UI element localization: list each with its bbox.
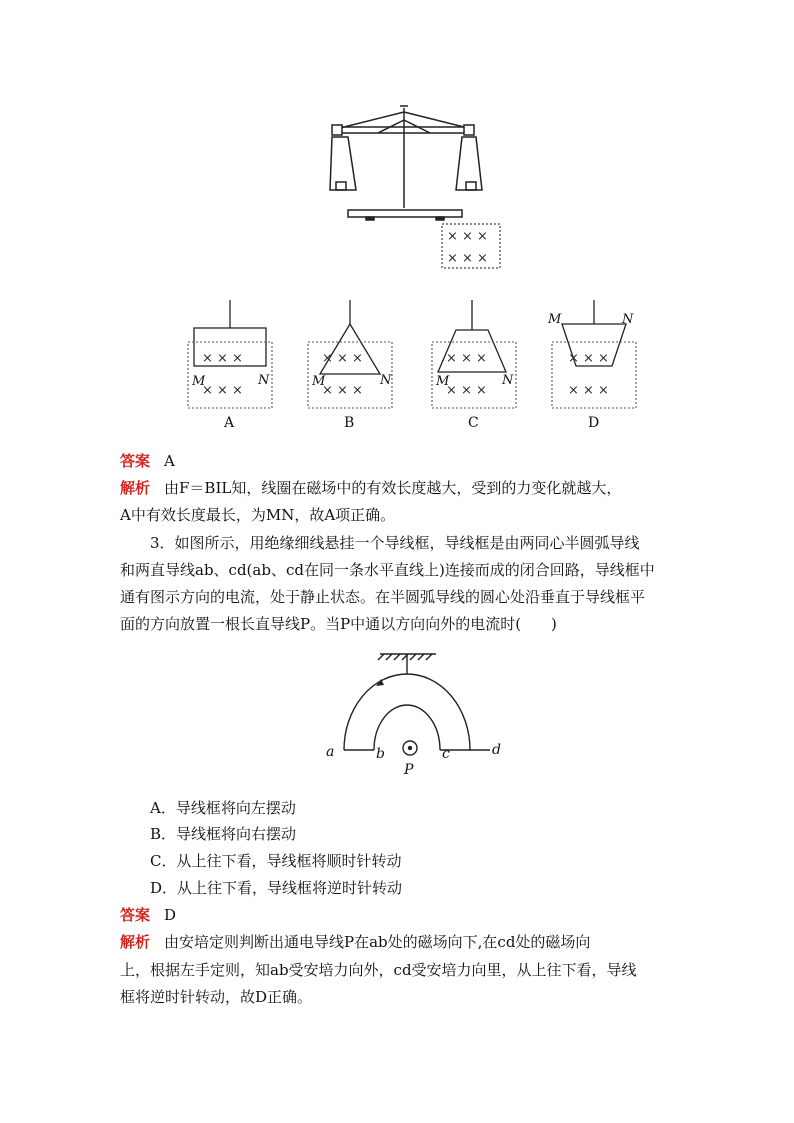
label-n: N — [622, 312, 634, 327]
label-p: P — [404, 762, 414, 778]
label-d: d — [492, 742, 501, 758]
option-b-label: B — [344, 415, 355, 431]
balance-figure — [318, 100, 506, 275]
label-m: M — [312, 374, 326, 389]
q3-stem-line-4: 面的方向放置一根长直导线P。当P中通以方向向外的电流时( ) — [120, 615, 557, 633]
svg-text:× × ×: × × × — [447, 229, 488, 244]
semicircle-loop-figure — [318, 648, 508, 782]
label-m: M — [192, 374, 206, 389]
q3-analysis-line-1: 解析 由安培定则判断出通电导线P在ab处的磁场向下,在cd处的磁场向 — [120, 933, 591, 951]
choice-c: C．从上往下看，导线框将顺时针转动 — [150, 852, 402, 870]
q3-stem-line-1: 3．如图所示，用绝缘细线悬挂一个导线框，导线框是由两同心半圆弧导线 — [150, 534, 640, 552]
svg-text:× × ×: × × × — [568, 351, 609, 366]
label-m: M — [436, 374, 450, 389]
svg-text:× × ×: × × × — [202, 383, 243, 398]
option-a-label: A — [224, 415, 235, 431]
q3-stem-line-3: 通有图示方向的电流，处于静止状态。在半圆弧导线的圆心处沿垂直于导线框平 — [120, 588, 646, 606]
option-d-label: D — [588, 415, 600, 431]
q2-answer: 答案 A — [120, 452, 175, 470]
loop-options-figure — [176, 296, 656, 442]
svg-text:× × ×: × × × — [568, 383, 609, 398]
choice-b: B．导线框将向右摆动 — [150, 825, 297, 843]
label-n: N — [502, 373, 514, 388]
q2-analysis-line-2: A中有效长度最长，为MN，故A项正确。 — [120, 506, 396, 524]
svg-text:× × ×: × × × — [322, 383, 363, 398]
choice-a: A．导线框将向左摆动 — [150, 799, 296, 817]
label-n: N — [380, 373, 392, 388]
q2-analysis-line-1: 解析 由F＝BIL知，线圈在磁场中的有效长度越大，受到的力变化就越大， — [120, 479, 622, 497]
svg-text:× × ×: × × × — [202, 351, 243, 366]
svg-text:× × ×: × × × — [447, 251, 488, 266]
q3-stem-line-2: 和两直导线ab、cd(ab、cd在同一条水平直线上)连接而成的闭合回路，导线框中 — [120, 561, 655, 579]
svg-text:× × ×: × × × — [322, 351, 363, 366]
svg-text:× × ×: × × × — [446, 383, 487, 398]
q3-analysis-line-2: 上，根据左手定则，知ab受安培力向外，cd受安培力向里，从上往下看，导线 — [120, 961, 637, 979]
label-m: M — [548, 312, 562, 327]
svg-text:× × ×: × × × — [446, 351, 487, 366]
q3-analysis-line-3: 框将逆时针转动，故D正确。 — [120, 988, 313, 1006]
choice-d: D．从上往下看，导线框将逆时针转动 — [150, 879, 403, 897]
label-b: b — [376, 746, 385, 762]
label-n: N — [258, 373, 270, 388]
option-c-label: C — [468, 415, 479, 431]
label-c: c — [442, 746, 450, 762]
q3-answer: 答案 D — [120, 906, 177, 924]
label-a: a — [326, 744, 335, 760]
